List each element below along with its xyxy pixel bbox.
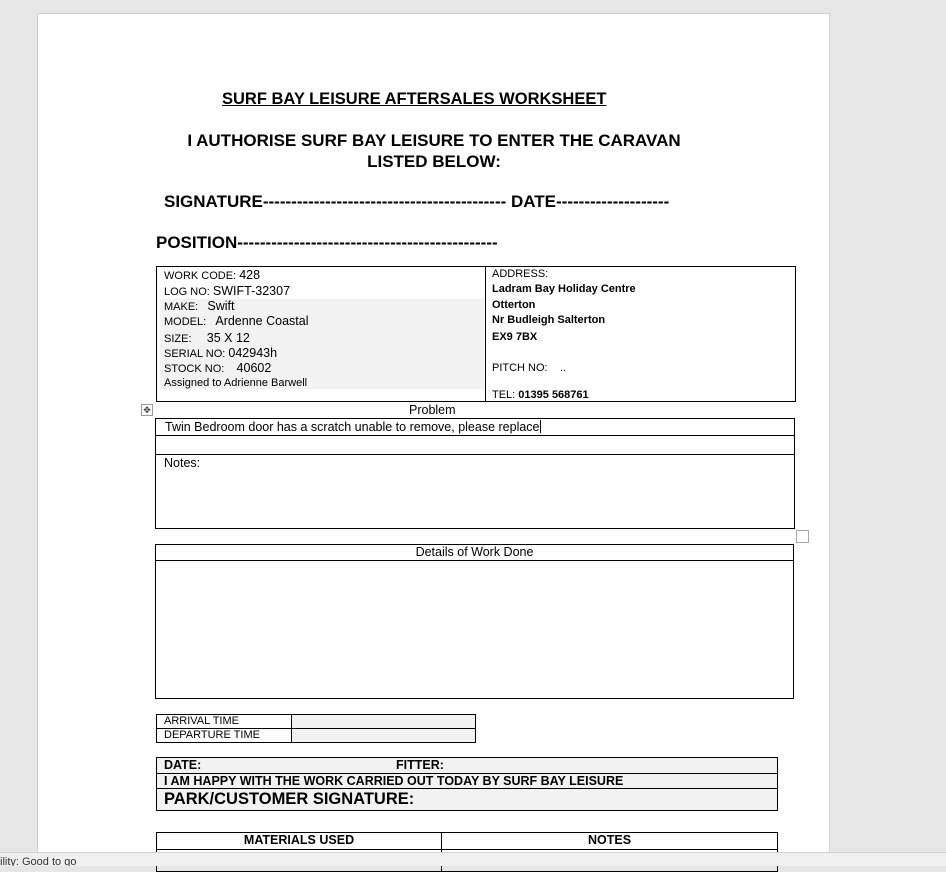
status-bar xyxy=(0,852,946,866)
caravan-info-table xyxy=(156,266,796,402)
table-resize-handle[interactable] xyxy=(796,530,809,543)
tel-value: 01395 568761 xyxy=(518,389,589,401)
work-code-row: WORK CODE: 428 xyxy=(164,268,261,282)
model-row: MODEL: Ardenne Coastal xyxy=(164,314,309,328)
address-label: ADDRESS: xyxy=(492,268,549,280)
confirmation-table[interactable] xyxy=(156,757,778,811)
problem-text[interactable]: Twin Bedroom door has a scratch unable to remove, please replace xyxy=(165,420,540,434)
happy-statement: I AM HAPPY WITH THE WORK CARRIED OUT TODAY BY SURF BAY LEISURE xyxy=(164,774,624,788)
address-line-3: Nr Budleigh Salterton xyxy=(492,314,606,326)
accessibility-status[interactable]: ility: Good to go xyxy=(0,856,77,866)
departure-time-label: DEPARTURE TIME xyxy=(164,729,260,741)
pitch-row: PITCH NO: .. xyxy=(492,362,566,374)
log-no-row: LOG NO: SWIFT-32307 xyxy=(164,284,291,298)
times-table[interactable] xyxy=(156,714,476,743)
size-row: SIZE: 35 X 12 xyxy=(164,331,250,345)
notes-header: NOTES xyxy=(587,833,632,847)
authorise-statement: I AUTHORISE SURF BAY LEISURE TO ENTER THE CARAVAN LISTED BELOW: xyxy=(187,131,681,171)
work-done-heading: Details of Work Done xyxy=(415,545,534,559)
problem-heading: Problem xyxy=(409,403,456,417)
work-code-value: 428 xyxy=(239,268,261,282)
assigned-to: Assigned to Adrienne Barwell xyxy=(164,377,308,389)
address-postcode: EX9 7BX xyxy=(492,331,538,343)
log-no-value: SWIFT-32307 xyxy=(212,284,291,298)
signature-date-line: SIGNATURE------------------------------------------- DATE-------------------- xyxy=(164,192,670,211)
date-label: DATE: xyxy=(164,758,202,772)
materials-used-header: MATERIALS USED xyxy=(243,833,355,847)
notes-label: Notes: xyxy=(164,456,201,470)
work-done-table[interactable] xyxy=(155,544,794,699)
stock-value: 40602 xyxy=(236,361,272,375)
make-value: Swift xyxy=(207,299,235,313)
pitch-value: .. xyxy=(559,362,566,374)
arrival-time-label: ARRIVAL TIME xyxy=(164,715,239,727)
worksheet-title: SURF BAY LEISURE AFTERSALES WORKSHEET xyxy=(222,90,607,108)
address-line-2: Otterton xyxy=(492,299,536,311)
make-row: MAKE: Swift xyxy=(164,299,235,313)
stock-row: STOCK NO: 40602 xyxy=(164,361,272,375)
fitter-label: FITTER: xyxy=(396,758,444,772)
problem-table[interactable] xyxy=(155,418,795,529)
customer-signature-label: PARK/CUSTOMER SIGNATURE: xyxy=(164,790,415,808)
model-value: Ardenne Coastal xyxy=(215,314,309,328)
size-value: 35 X 12 xyxy=(206,331,250,345)
position-line: POSITION---------------------------------------------- xyxy=(156,233,498,252)
serial-row: SERIAL NO: 042943h xyxy=(164,346,278,360)
table-move-handle-icon[interactable]: ✥ xyxy=(141,404,153,416)
text-cursor xyxy=(540,420,541,433)
tel-row: TEL: 01395 568761 xyxy=(492,389,589,401)
serial-value: 042943h xyxy=(228,346,278,360)
address-line-1: Ladram Bay Holiday Centre xyxy=(492,283,636,295)
